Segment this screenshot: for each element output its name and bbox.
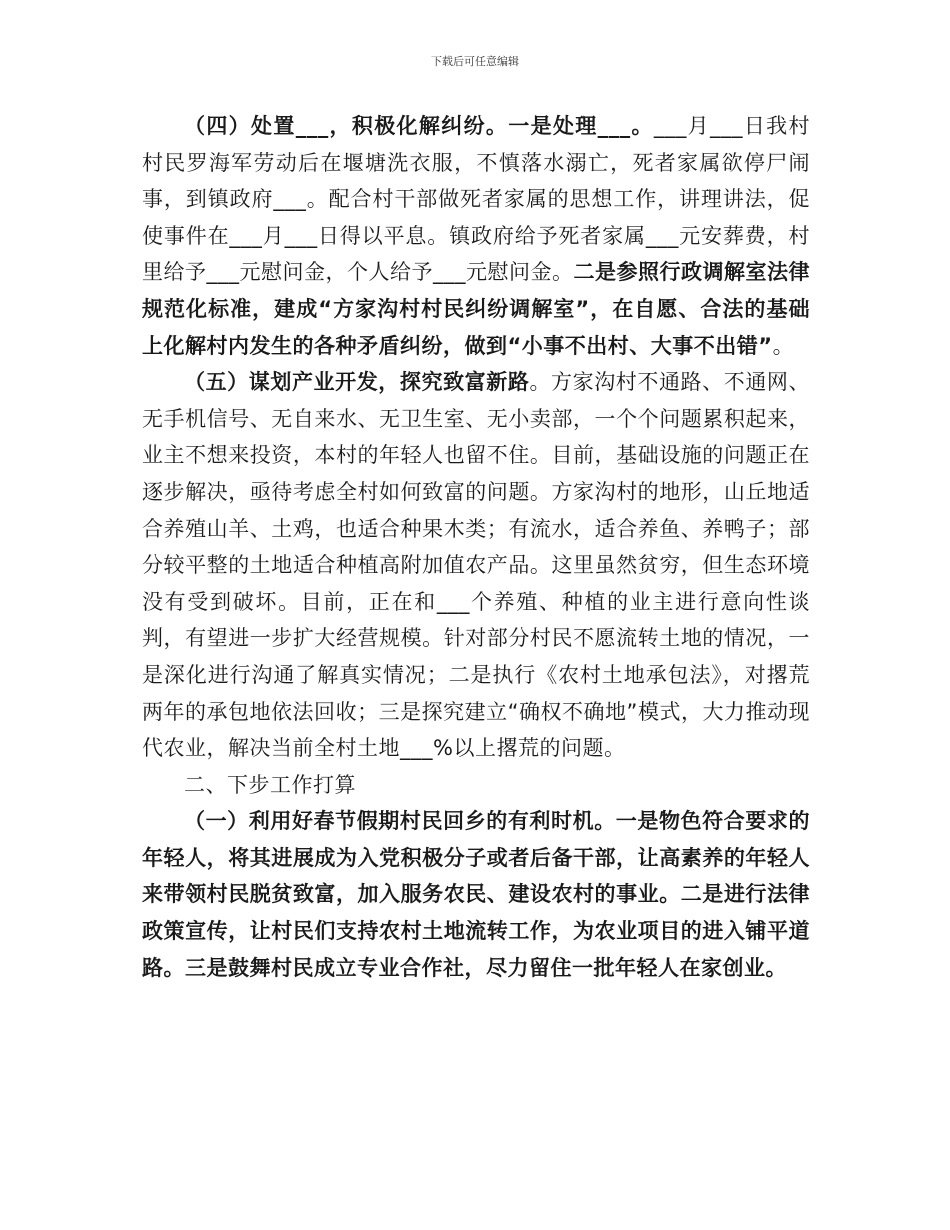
mediation-room-text: 二是参照行政调解室法律规范化标准，建成“方家沟村村民纠纷调解室”，在自愿、合法的基础上化解村内发生的各种矛盾纠纷，做到“小事不出村、大事不出错” [142,260,810,358]
paragraph-end-mark: 。 [772,333,795,358]
next-steps-heading: 二、下步工作打算 [184,772,356,797]
paragraph-industry-development [142,364,810,767]
page-header: 下载后可任意编辑 [431,55,519,68]
spring-festival-text: （一）利用好春节假期村民回乡的有利时机。一是物色符合要求的年轻人，将其进展成为入党积极分子或者后备干部，让高素养的年轻人来带领村民脱贫致富，加入服务农民、建设农村的事业。二是进行法律政策宣传，让村民们支持农村土地流转工作，为农业项目的进入铺平道路。三是鼓舞村民成立专业合作社，尽力留住一批年轻人在家创业。 [142,809,810,980]
dispute-incident-text: ___月___日我村村民罗海军劳动后在堰塘洗衣服，不慎落水溺亡，死者家属欲停尸闹事，到镇政府___。配合村干部做死者家属的思想工作，讲理讲法，促使事件在___月___日得以平息。镇政府给予死者家属___元安葬费，村里给予___元慰问金，个人给予___元慰问金。 [142,114,811,285]
industry-body-text: 。方家沟村不通路、不通网、无手机信号、无自来水、无卫生室、无小卖部，一个个问题累积起来，业主不想来投资，本村的年轻人也留不住。目前，基础设施的问题正在逐步解决，亟待考虑全村如何致富的问题。方家沟村的地形，山丘地适合养殖山羊、土鸡，也适合种果木类；有流水，适合养鱼、养鸭子；部分较平整的土地适合种植高附加值农产品。这里虽然贫穷，但生态环境没有受到破坏。目前，正在和___个养殖、种植的业主进行意向性谈判，有望进一步扩大经营规模。针对部分村民不愿流转土地的情况，一是深化进行沟通了解真实情况；二是执行《农村土地承包法》，对撂荒两年的承包地依法回收；三是探究建立“确权不确地”模式，大力推动现代农业，解决当前全村土地___%以上撂荒的问题。 [142,370,811,761]
paragraph-spring-festival [142,803,810,986]
dispute-heading: （四）处置___，积极化解纠纷。一是处理___。 [184,114,654,138]
paragraph-dispute-resolution [142,108,810,364]
industry-heading: （五）谋划产业开发，探究致富新路 [184,370,530,395]
document-body [142,108,810,986]
section-heading-next-steps [142,767,810,804]
